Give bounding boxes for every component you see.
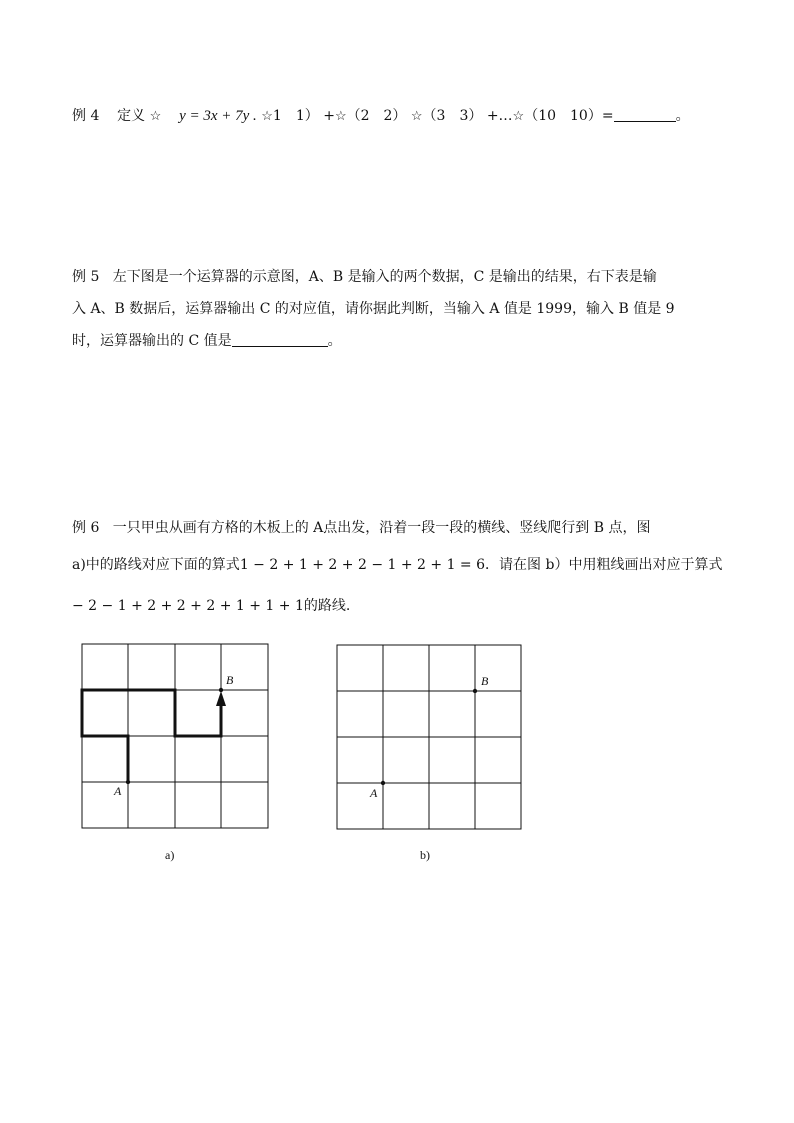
example-6-text-2b: ．请在图 b）中用粗线画出对应于算式 (485, 557, 723, 573)
star-icon: ☆ (512, 109, 525, 124)
term-2: （2 2） (346, 108, 407, 124)
period: 。 (675, 108, 690, 124)
figure-b-caption: b) (420, 848, 430, 862)
point-a-dot (381, 781, 385, 785)
arrow-up-icon (216, 691, 226, 706)
route-a-formula: 1 − 2 + 1 + 2 + 2 − 1 + 2 + 1 = 6 (239, 557, 486, 573)
star-icon: ☆ (261, 109, 273, 124)
star-icon: ☆ (334, 109, 347, 124)
define-label: 定义 (117, 108, 146, 124)
example-6-text-2a: a)中的路线对应下面的算式 (72, 557, 240, 573)
plus-sign: + (323, 108, 335, 124)
example-4-label: 例 4 (72, 108, 100, 124)
period: 。 (327, 333, 342, 349)
example-5-text-1: 左下图是一个运算器的示意图，A、B 是输入的两个数据，C 是输出的结果，右下表是输 (112, 269, 657, 285)
figure-b-point-a: A (370, 786, 378, 800)
example-5-label: 例 5 (72, 269, 100, 285)
point-a-dot (126, 780, 130, 784)
definition-formula: y = 3x + 7y . (179, 108, 257, 124)
ellipsis: +… (486, 108, 513, 124)
point-b-dot (473, 689, 477, 693)
figure-a-point-b: B (226, 673, 234, 687)
figure-a-caption: a) (165, 848, 175, 862)
point-b-dot (219, 688, 223, 692)
example-5-text-2: 入 A、B 数据后，运算器输出 C 的对应值，请你据此判断，当输入 A 值是 1999，输入 B 值是 9 (72, 301, 675, 317)
term-10: （10 10）= (524, 108, 614, 124)
example-5-text-3: 时，运算器输出的 C 值是 (72, 333, 232, 349)
star-icon: ☆ (410, 109, 423, 124)
star-icon: ☆ (149, 109, 162, 124)
grid-b (337, 645, 521, 829)
figure-b-point-b: B (481, 674, 489, 688)
example-6-text-3b: 的路线. (303, 598, 351, 614)
term-1: 1 1） (272, 108, 319, 124)
term-3: （3 3） (422, 108, 483, 124)
route-b-formula: − 2 − 1 + 2 + 2 + 2 + 1 + 1 + 1 (72, 598, 304, 614)
example-6-label: 例 6 (72, 520, 100, 536)
example-6-text-1: 一只甲虫从画有方格的木板上的 A点出发，沿着一段一段的横线、竖线爬行到 B 点，图 (112, 520, 651, 536)
figure-a-point-a: A (114, 784, 122, 798)
